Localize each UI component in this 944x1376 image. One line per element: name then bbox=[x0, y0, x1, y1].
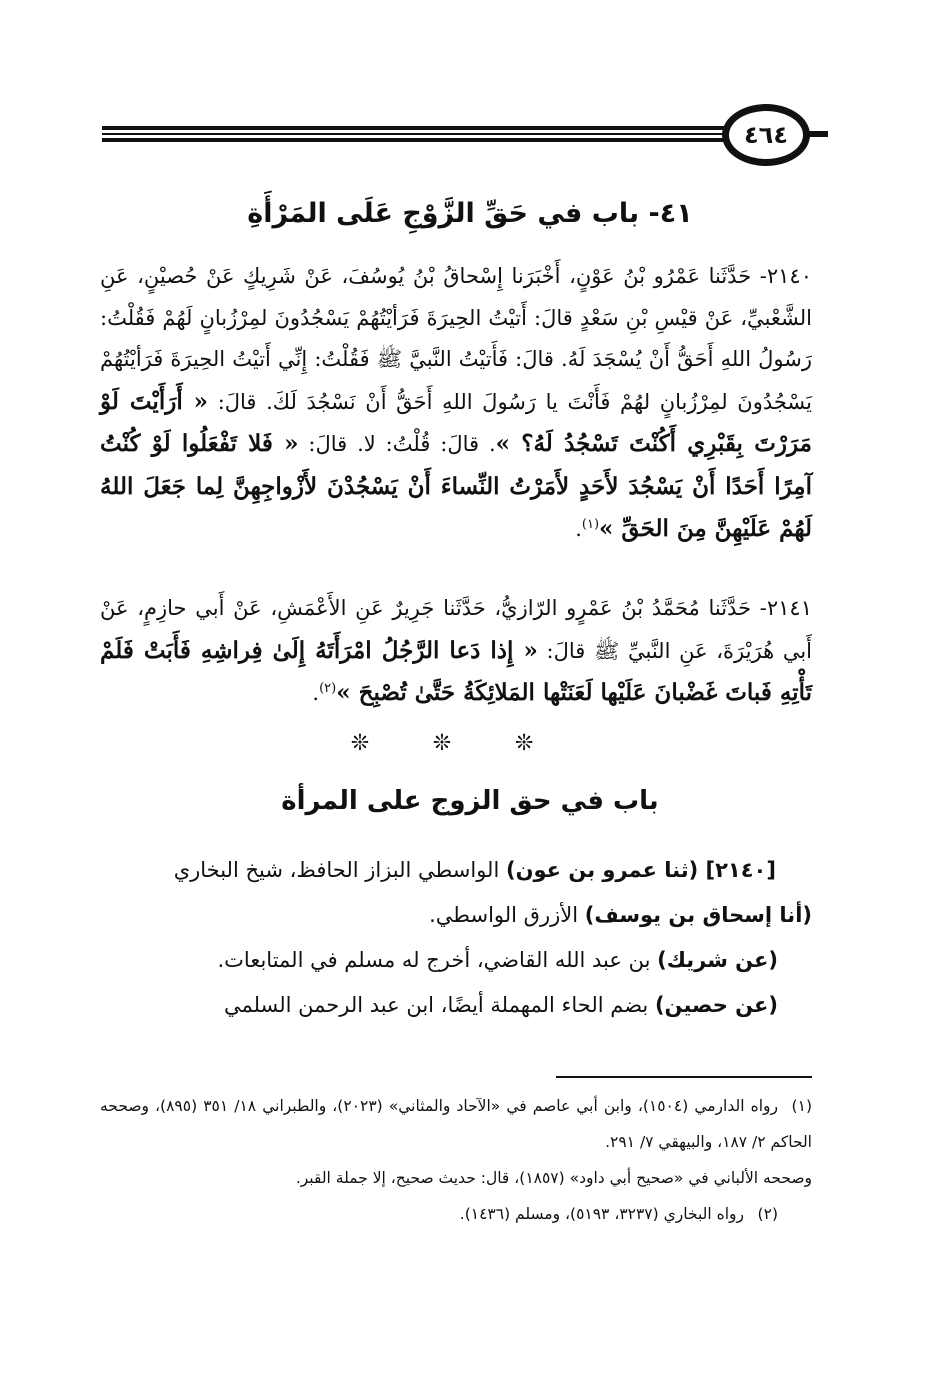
footnote-1 bbox=[100, 1088, 812, 1160]
hadith-2140-mid: . قالَ: قُلْتُ: لا. قالَ: bbox=[308, 432, 496, 456]
commentary-text-3: بن عبد الله القاضي، أخرج له مسلم في المتابعات. bbox=[217, 948, 658, 972]
footnote-1-text-a: رواه الدارمي (١٥٠٤)، وابن أبي عاصم في «الآحاد والمثاني» (٢٠٢٣)، والطبراني ١٨/ ٣٥١ (٨٩٥)، وصححه الحاكم ٢/ ١٨٧، والبيهقي ٧/ ٢٩١. bbox=[100, 1097, 812, 1151]
commentary-line-3 bbox=[100, 938, 812, 983]
footnote-1-text-b: وصححه الألباني في «صحيح أبي داود» (١٨٥٧)، قال: حديث صحيح، إلا جملة القبر. bbox=[295, 1169, 812, 1187]
commentary-text-2: الأزرق الواسطي. bbox=[429, 903, 585, 927]
header-rule-top bbox=[102, 126, 724, 130]
section-separator: ❊ ❊ ❊ bbox=[350, 731, 562, 756]
commentary-lead-1: [٢١٤٠] (ثنا عمرو بن عون) bbox=[505, 858, 776, 882]
footnote-divider bbox=[556, 1076, 812, 1078]
footnote-2-number: (٢) bbox=[757, 1205, 778, 1223]
hadith-2141-intro: ٢١٤١- حَدَّثَنا مُحَمَّدُ بْنُ عَمْرٍو الرّازيُّ، حَدَّثَنا جَرِيرٌ عَنِ الأَعْمَشِ، عَنْ أَبي حازِمٍ، عَنْ أَبي هُرَيْرَةَ، عَنِ النَّبيِّ ﷺ قالَ: bbox=[100, 596, 813, 663]
hadith-2141 bbox=[100, 588, 812, 715]
commentary-line-1 bbox=[100, 848, 812, 893]
commentary-lead-2: (أنا إسحاق بن يوسف) bbox=[584, 903, 812, 927]
hadith-2141-quote: « إِذا دَعا الرَّجُلُ امْرَأَتَهُ إِلَىٰ فِراشِهِ فَأَبَتْ فَلَمْ تَأْتِهِ فَباتَ غَضْبانَ عَلَيْها لَعَنَتْها المَلائِكَةُ حَتَّىٰ تُصْبِحَ » bbox=[100, 636, 812, 706]
footnote-ref-2[interactable]: (٢) bbox=[319, 681, 337, 696]
footnote-ref-1[interactable]: (١) bbox=[581, 517, 600, 532]
commentary-lead-4: (عن حصين) bbox=[654, 993, 778, 1017]
commentary-line-4 bbox=[100, 983, 812, 1028]
chapter-title: ٤١- باب في حَقِّ الزَّوْجِ عَلَى المَرْأَةِ bbox=[247, 198, 693, 229]
hadith-2140 bbox=[100, 256, 812, 551]
commentary-title: باب في حق الزوج على المرأة bbox=[281, 786, 659, 816]
footnote-1-continued bbox=[100, 1160, 812, 1196]
commentary-text-4: بضم الحاء المهملة أيضًا، ابن عبد الرحمن السلمي bbox=[223, 993, 655, 1017]
commentary-lead-3: (عن شريك) bbox=[657, 948, 778, 972]
footnotes bbox=[100, 1088, 812, 1232]
hadith-2140-quote-2: « فَلا تَفْعَلُوا لَوْ كُنْتُ آمِرًا أَحَدًا أَنْ يَسْجُدَ لأَحَدٍ لأَمَرْتُ النِّساءَ أَنْ يَسْجُدْنَ لأَزْواجِهِنَّ لِما جَعَلَ اللهُ لَهُمْ عَلَيْهِنَّ مِنَ الحَقِّ » bbox=[100, 430, 812, 542]
page-number: ٤٦٤ bbox=[744, 121, 788, 149]
hadith-2140-intro: ٢١٤٠- حَدَّثَنا عَمْرُو بْنُ عَوْنٍ، أَخْبَرَنا إِسْحاقُ بْنُ يُوسُفَ، عَنْ شَرِيكٍ عَنْ حُصيْنٍ، عَنِ الشَّعْبيِّ، عَنْ قيْسِ بْنِ سَعْدٍ قالَ: أَتيْتُ الحِيرَةَ فَرَأيْتُهُمْ يَسْجُدُونَ لمِرْزُبانٍ لَهُمْ فَقُلْتُ: رَسُولُ اللهِ أَحَقُّ أَنْ يُسْجَدَ لَهُ. قالَ: فَأَتيْتُ النَّبيَّ ﷺ فَقُلْتُ: إِنِّي أَتيْتُ الحِيرَةَ فَرَأيْتُهُمْ يَسْجُدُونَ لمِرْزُبانٍ لهُمْ فَأَنْتَ يا رَسُولَ اللهِ أَحَقُّ أَنْ نَسْجُدَ لَكَ. قالَ: bbox=[100, 264, 813, 414]
commentary-body bbox=[100, 848, 812, 1028]
footnote-1-number: (١) bbox=[791, 1097, 812, 1115]
header-rule-middle bbox=[102, 133, 724, 135]
commentary-text-1: الواسطي البزاز الحافظ، شيخ البخاري bbox=[173, 858, 506, 882]
page-number-badge bbox=[722, 104, 810, 166]
footnote-2 bbox=[100, 1196, 812, 1232]
header-rule-bottom bbox=[102, 138, 724, 142]
footnote-2-text: رواه البخاري (٣٢٣٧، ٥١٩٣)، ومسلم (١٤٣٦). bbox=[459, 1205, 744, 1223]
commentary-line-2 bbox=[100, 893, 812, 938]
hadith-2140-end: . bbox=[575, 517, 582, 541]
hadith-2140-quote-1: « أَرَأَيْتَ لَوْ مَرَرْتَ بِقَبْرِي أَكُنْتَ تَسْجُدُ لَهُ؟ » bbox=[100, 387, 812, 457]
hadith-2141-end: . bbox=[312, 681, 320, 705]
